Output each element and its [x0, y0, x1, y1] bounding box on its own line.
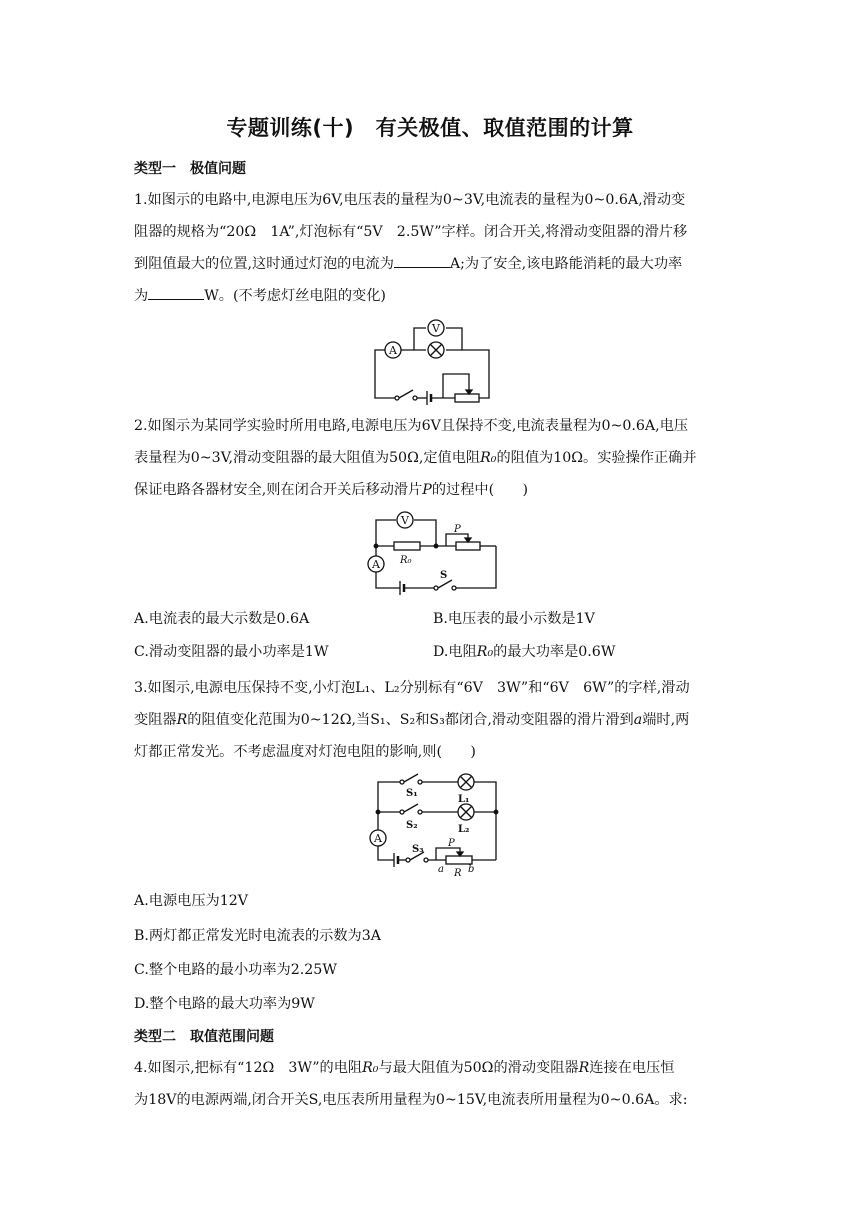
question-4 [134, 1052, 734, 1116]
q3-option-c[interactable]: C.整个电路的最小功率为2.25W [134, 962, 337, 978]
q3-option-a[interactable]: A.电源电压为12V [134, 893, 248, 909]
r0-symbol: R₀ [480, 450, 497, 466]
q2-option-d[interactable] [433, 641, 615, 661]
q2-line3a: 保证电路各器材安全,则在闭合开关后移动滑片 [134, 482, 423, 498]
q3-line3: 灯都正常发光。不考虑温度对灯泡电阻的影响,则( ) [134, 744, 476, 760]
ammeter-label-3: A [374, 832, 382, 845]
section-heading-2: 类型二 取值范围问题 [134, 1029, 274, 1045]
q4-line1c: 连接在电压恒 [589, 1060, 675, 1076]
q2-line1: 2.如图示为某同学实验时所用电路,电源电压为6V且保持不变,电流表量程为0~0.6A,电压 [134, 418, 689, 434]
q2-line3b: 的过程中( ) [431, 482, 529, 498]
section-heading-1: 类型一 极值问题 [134, 161, 246, 177]
r-label: R [454, 868, 462, 878]
r0-label: R₀ [400, 555, 412, 566]
q2-option-a[interactable]: A.电流表的最大示数是0.6A [134, 611, 310, 627]
q3-option-b[interactable]: B.两灯都正常发光时电流表的示数为3A [134, 928, 382, 944]
q1-line3a: 到阻值最大的位置,这时通过灯泡的电流为 [134, 256, 394, 272]
q2-option-b[interactable]: B.电压表的最小示数是1V [433, 611, 595, 627]
p-symbol: P [422, 482, 432, 498]
s1-label: S₁ [406, 788, 418, 799]
r0-symbol-3: R₀ [362, 1060, 379, 1076]
a-symbol: a [633, 712, 643, 728]
l1-label: L₁ [458, 794, 470, 805]
b-label: b [468, 864, 475, 875]
q3-line2a: 变阻器 [134, 712, 177, 728]
q3-line1: 3.如图示,电源电压保持不变,小灯泡L₁、L₂分别标有“6V 3W”和“6V 6W”的字样,滑动 [134, 680, 690, 696]
question-2 [134, 410, 734, 506]
answer-blank-1[interactable] [394, 253, 450, 268]
voltmeter-label-2: V [401, 514, 409, 527]
q3-line2c: 端时,两 [642, 712, 690, 728]
q1-line1: 1.如图示的电路中,电源电压为6V,电压表的量程为0~3V,电流表的量程为0~0.6A,滑动变 [134, 192, 686, 208]
q2-optD-a: D.电阻 [433, 644, 477, 660]
q1-line4a: 为 [134, 288, 149, 304]
ammeter-label: A [389, 344, 397, 357]
q1-line4b: W。(不考虑灯丝电阻的变化) [204, 288, 386, 304]
r-symbol: R [176, 712, 188, 728]
q4-line1a: 4.如图示,把标有“12Ω 3W”的电阻 [134, 1060, 363, 1076]
p-label: P [454, 524, 461, 535]
circuit-diagram-2 [360, 508, 510, 596]
a-label: a [438, 864, 444, 875]
question-1 [134, 184, 734, 312]
question-3 [134, 672, 734, 768]
q1-line2: 阻器的规格为“20Ω 1A”,灯泡标有“5V 2.5W”字样。闭合开关,将滑动变阻器的滑片移 [134, 224, 688, 240]
ammeter-label-2: A [372, 558, 380, 571]
voltmeter-label: V [432, 322, 440, 335]
circuit-diagram-3 [362, 768, 508, 878]
q2-line2a: 表量程为0~3V,滑动变阻器的最大阻值为50Ω,定值电阻 [134, 450, 481, 466]
r0-symbol-2: R₀ [476, 644, 494, 660]
q4-line2: 为18V的电源两端,闭合开关S,电压表所用量程为0~15V,电流表所用量程为0~0.6A。求: [134, 1092, 688, 1108]
q2-option-c[interactable]: C.滑动变阻器的最小功率是1W [134, 644, 329, 660]
q2-line2b: 的阻值为10Ω。实验操作正确并 [496, 450, 697, 466]
l2-label: L₂ [458, 824, 470, 835]
q4-line1b: 与最大阻值为50Ω的滑动变阻器 [378, 1060, 579, 1076]
answer-blank-2[interactable] [148, 285, 204, 300]
s3-label: S₃ [412, 844, 424, 855]
r-symbol-2: R [578, 1060, 590, 1076]
circuit-diagram-1 [365, 318, 505, 408]
p-label-3: P [448, 838, 455, 849]
q1-line3b: A;为了安全,该电路能消耗的最大功率 [449, 256, 683, 272]
switch-label: S [440, 570, 448, 581]
s2-label: S₂ [406, 820, 418, 831]
page-title: 专题训练(十) 有关极值、取值范围的计算 [226, 116, 634, 140]
q3-option-d[interactable]: D.整个电路的最大功率为9W [134, 996, 315, 1012]
q3-line2b: 的阻值变化范围为0~12Ω,当S₁、S₂和S₃都闭合,滑动变阻器的滑片滑到 [187, 712, 634, 728]
q2-optD-b: 的最大功率是0.6W [493, 644, 616, 660]
